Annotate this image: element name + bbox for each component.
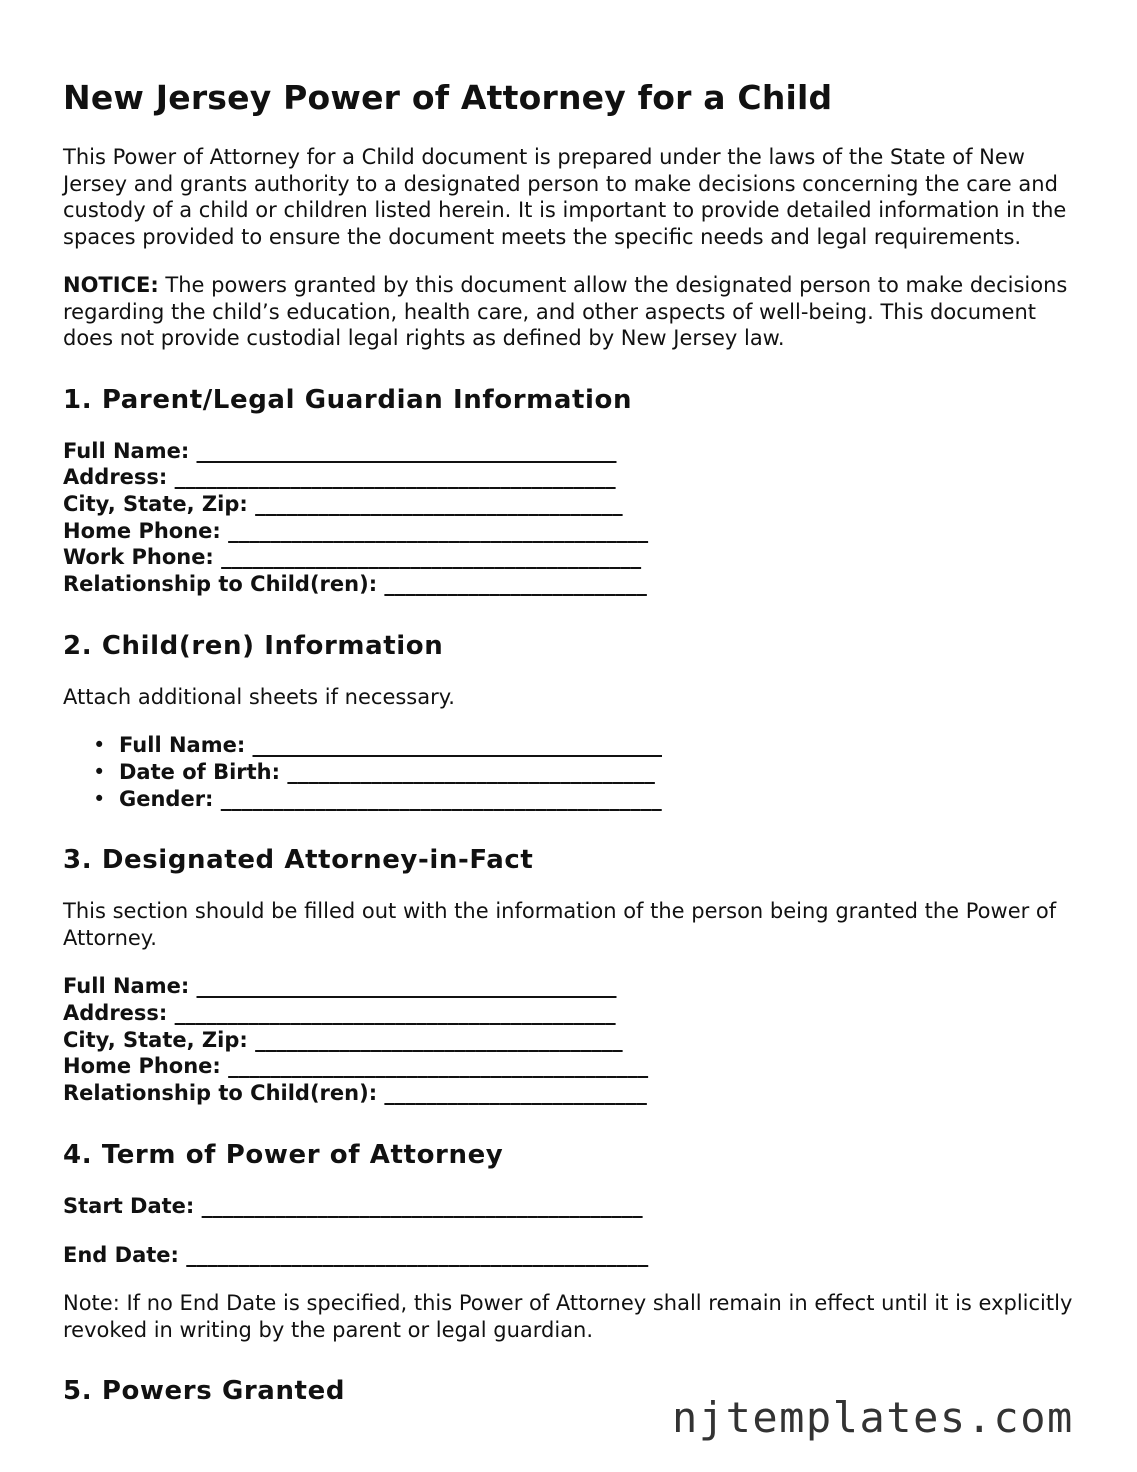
- term-note: Note: If no End Date is specified, this Power of Attorney shall remain in effect until it is explicitly revoked in writing by the parent or legal guardian.: [63, 1291, 1073, 1342]
- start-date-field[interactable]: Start Date: __________________________________________: [63, 1193, 643, 1218]
- child-full-name-field[interactable]: [93, 732, 1083, 759]
- section-heading-children: 2. Child(ren) Information: [63, 630, 444, 661]
- child-dob-field[interactable]: [93, 759, 1083, 786]
- notice-paragraph: [63, 272, 1083, 352]
- child-dob-text: Date of Birth: ___________________________________: [119, 759, 655, 784]
- attorney-address-field[interactable]: Address: __________________________________________: [63, 1001, 616, 1026]
- notice-text: The powers granted by this document allow the designated person to make decisions regarding the child’s education, health care, and other aspects of well-being. This document does not provide custodial legal rights as defined by New Jersey law.: [63, 273, 1068, 350]
- end-date-field[interactable]: End Date: ____________________________________________: [63, 1242, 649, 1267]
- document-title: New Jersey Power of Attorney for a Child: [63, 78, 833, 117]
- document-page: [63, 78, 1083, 1429]
- parent-full-name-field[interactable]: Full Name: ________________________________________: [63, 438, 617, 463]
- child-gender-text: Gender: __________________________________________: [119, 786, 662, 811]
- notice-label: NOTICE:: [63, 273, 159, 297]
- parent-relationship-field[interactable]: Relationship to Child(ren): _________________________: [63, 572, 647, 597]
- attorney-full-name-field[interactable]: Full Name: ________________________________________: [63, 974, 617, 999]
- bullet-icon: •: [93, 733, 106, 758]
- section-heading-attorney: 3. Designated Attorney-in-Fact: [63, 845, 534, 876]
- parent-address-field[interactable]: Address: __________________________________________: [63, 465, 616, 490]
- intro-paragraph: This Power of Attorney for a Child document is prepared under the laws of the State of New Jersey and grants authority to a designated person to make decisions concerning the care and custody of a child or children listed herein. It is important to provide detailed information in the spaces provided to ensure the document meets the specific needs and legal requirements.: [63, 145, 1067, 249]
- watermark-text: njtemplates.com: [672, 1393, 1074, 1442]
- child-full-name-text: Full Name: _______________________________________: [119, 733, 663, 758]
- parent-city-state-zip-field[interactable]: City, State, Zip: ___________________________________: [63, 491, 623, 516]
- attorney-home-phone-field[interactable]: Home Phone: ________________________________________: [63, 1054, 649, 1079]
- section-heading-powers: 5. Powers Granted: [63, 1376, 346, 1407]
- attorney-city-state-zip-field[interactable]: City, State, Zip: ___________________________________: [63, 1027, 623, 1052]
- section-heading-term: 4. Term of Power of Attorney: [63, 1139, 504, 1170]
- children-note: Attach additional sheets if necessary.: [63, 684, 455, 709]
- parent-work-phone-field[interactable]: Work Phone: ________________________________________: [63, 545, 642, 570]
- attorney-note: This section should be filled out with the information of the person being granted the Power of Attorney.: [63, 899, 1057, 950]
- bullet-icon: •: [93, 759, 106, 784]
- children-fields: [63, 732, 1083, 812]
- attorney-relationship-field[interactable]: Relationship to Child(ren): _________________________: [63, 1081, 647, 1106]
- section-heading-parent: 1. Parent/Legal Guardian Information: [63, 384, 633, 415]
- attorney-fields: [63, 973, 1083, 1107]
- parent-fields: [63, 438, 1083, 598]
- bullet-icon: •: [93, 786, 106, 811]
- parent-home-phone-field[interactable]: Home Phone: ________________________________________: [63, 518, 649, 543]
- child-gender-field[interactable]: [93, 786, 1083, 813]
